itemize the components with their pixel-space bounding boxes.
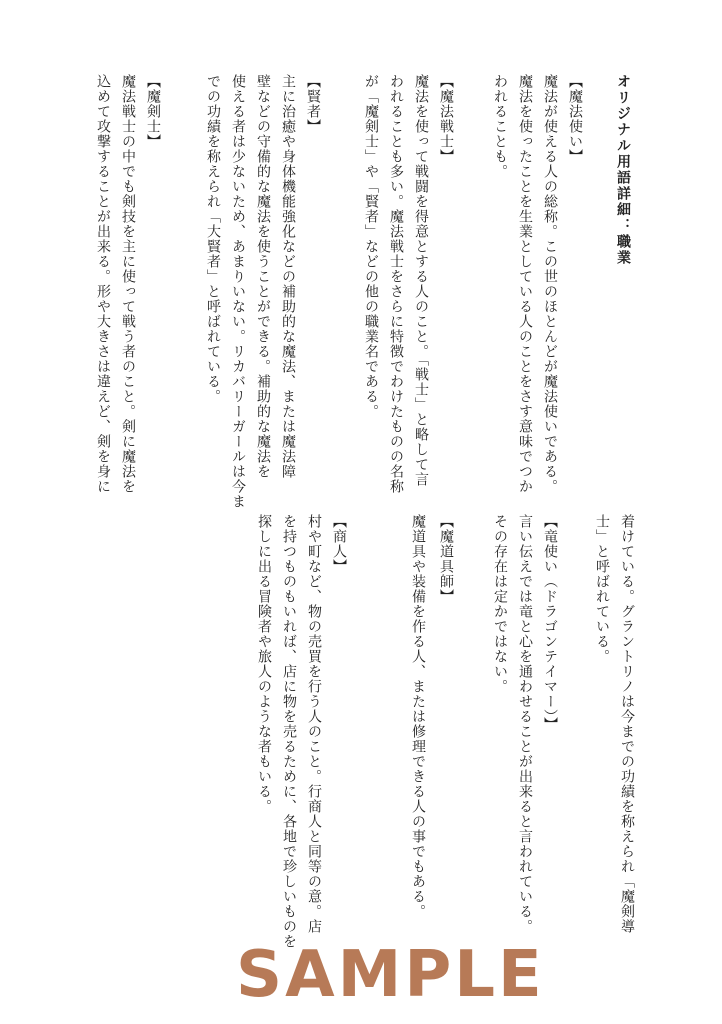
- text-line: 壁などの守備的な魔法を使うことができる。補助的な魔法を: [255, 74, 271, 479]
- text-line: われることも。: [492, 74, 508, 179]
- heading-mahoutsukai: 【魔法使い】: [567, 74, 583, 164]
- heading-madougushi: 【魔道具師】: [438, 514, 454, 604]
- text-line: その存在は定かではない。: [492, 514, 508, 694]
- text-line: を持つものもいれば、店に物を売るために、各地で珍しいものを: [281, 514, 297, 949]
- heading-ryuutsukai: 【竜使い（ドラゴンテイマー）】: [542, 514, 558, 732]
- text-line: 込めて攻撃することが出来る。形や大きさは違えど、剣を身に: [95, 74, 111, 494]
- page-title: オリジナル用語詳細：職業: [615, 74, 631, 266]
- text-line: 着けている。グラントリノは今までの功績を称えられ「魔剣導: [619, 514, 635, 934]
- heading-kenja: 【賢者】: [305, 74, 321, 134]
- text-line: 使える者は少ないため、あまりいない。リカバリーガールは今ま: [230, 74, 246, 509]
- text-line: われることも多い。魔法戦士をさらに特徴でわけたものの名称: [388, 74, 404, 494]
- text-line: が「魔剣士」や「賢者」などの他の職業名である。: [363, 74, 379, 419]
- text-line: 魔法が使える人の総称。この世のほとんどが魔法使いである。: [542, 74, 558, 494]
- heading-makenshi: 【魔剣士】: [145, 74, 161, 149]
- text-line: 魔道具や装備を作る人、または修理できる人の事でもある。: [410, 514, 426, 919]
- text-line: 言い伝えでは竜と心を通わせることが出来ると言われている。: [517, 514, 533, 934]
- heading-mahou-senshi: 【魔法戦士】: [438, 74, 454, 164]
- sample-watermark: SAMPLE: [236, 938, 545, 1012]
- text-line: 村や町など、物の売買を行う人のこと。行商人と同等の意。店: [306, 514, 322, 934]
- text-line: 魔法を使って戦闘を得意とする人のこと。「戦士」と略して言: [413, 74, 429, 487]
- text-line: 魔法を使ったことを生業としている人のことをさす意味でつか: [517, 74, 533, 494]
- text-line: 探しに出る冒険者や旅人のような者もいる。: [256, 514, 272, 814]
- heading-shounin: 【商人】: [331, 514, 347, 574]
- text-line: 魔法戦士の中でも剣技を主に使って戦う者のこと。剣に魔法を: [120, 74, 136, 494]
- text-line: での功績を称えられ「大賢者」と呼ばれている。: [205, 74, 221, 404]
- text-line: 士」と呼ばれている。: [594, 514, 610, 664]
- text-line: 主に治癒や身体機能強化などの補助的な魔法、または魔法障: [280, 74, 296, 479]
